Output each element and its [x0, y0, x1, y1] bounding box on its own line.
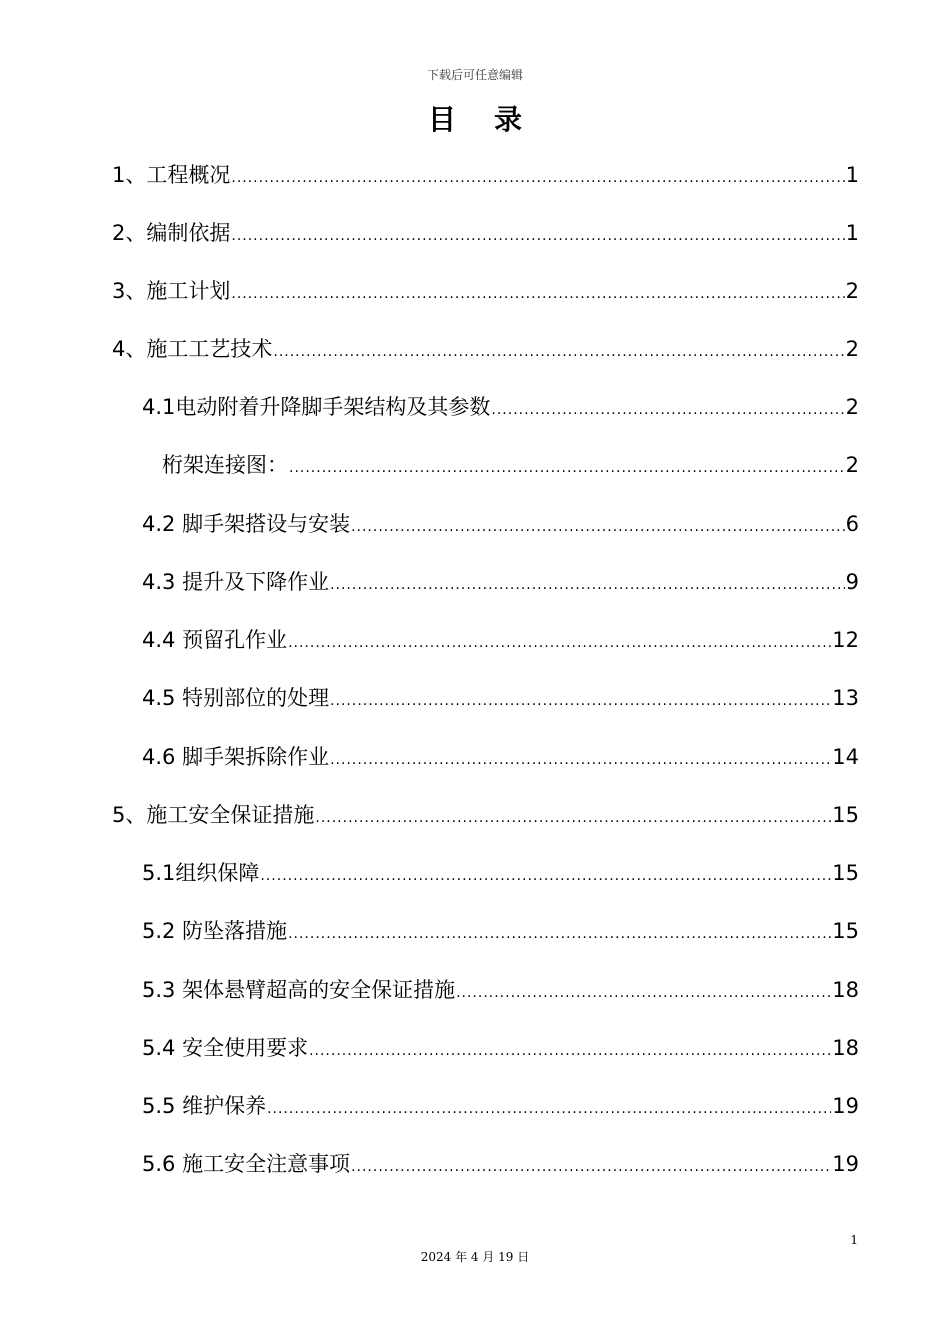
toc-entry-page: 2: [845, 395, 859, 419]
toc-leader: [260, 859, 831, 893]
toc-entry-label: 5.2 防坠落措施: [142, 919, 288, 943]
footer-date: 2024 年 4 月 19 日: [420, 1250, 530, 1264]
toc-entry-label: 4.3 提升及下降作业: [142, 570, 330, 594]
toc-entry-4-2[interactable]: [142, 507, 859, 541]
toc-leader: [288, 626, 831, 660]
toc-entry-page: 9: [845, 570, 859, 594]
toc-entry-5-4[interactable]: [142, 1031, 859, 1065]
toc-leader: [315, 801, 831, 835]
toc-entry-page: 18: [832, 1036, 859, 1060]
toc-entry-label: 2、编制依据: [112, 221, 231, 245]
toc-leader: [267, 1092, 831, 1126]
toc-entry-label: 5.6 施工安全注意事项: [142, 1152, 351, 1176]
toc-entry-page: 1: [845, 163, 859, 187]
toc-leader: [491, 393, 844, 427]
toc-entry-5-6[interactable]: [142, 1147, 859, 1181]
toc-entry-5-2[interactable]: [142, 914, 859, 948]
toc-leader: [289, 451, 845, 485]
toc-leader: [351, 1150, 831, 1184]
toc-entry-4-4[interactable]: [142, 623, 859, 657]
toc-leader: [309, 1034, 831, 1068]
toc-entry-page: 12: [832, 628, 859, 652]
toc-entry-page: 2: [845, 279, 859, 303]
toc-leader: [456, 976, 831, 1010]
toc-entry-page: 1: [845, 221, 859, 245]
toc-leader: [231, 161, 844, 195]
toc-entry-truss[interactable]: [162, 448, 859, 482]
toc-entry-label: 4.6 脚手架拆除作业: [142, 745, 330, 769]
page-number: 1: [850, 1233, 858, 1247]
toc-leader: [288, 917, 831, 951]
toc-entry-4-1[interactable]: [142, 390, 859, 424]
toc-entry-5-3[interactable]: [142, 973, 859, 1007]
toc-entry-page: 15: [832, 803, 859, 827]
toc-entry-5[interactable]: [112, 798, 859, 832]
toc-entry-4-6[interactable]: [142, 740, 859, 774]
toc-entry-1[interactable]: [112, 158, 859, 192]
toc-leader: [330, 743, 831, 777]
toc-leader: [231, 277, 844, 311]
toc-entry-page: 14: [832, 745, 859, 769]
toc-entry-page: 19: [832, 1152, 859, 1176]
toc-entry-2[interactable]: [112, 216, 859, 250]
toc-entry-label: 4、施工工艺技术: [112, 337, 273, 361]
toc-entry-4-5[interactable]: [142, 681, 859, 715]
toc-entry-label: 5.3 架体悬臂超高的安全保证措施: [142, 978, 456, 1002]
toc-entry-label: 5.5 维护保养: [142, 1094, 267, 1118]
toc-entry-page: 15: [832, 861, 859, 885]
toc-leader: [231, 219, 844, 253]
toc-entry-page: 15: [832, 919, 859, 943]
toc-leader: [351, 510, 845, 544]
toc-entry-label: 1、工程概况: [112, 163, 231, 187]
header-note: 下载后可任意编辑: [426, 68, 523, 82]
toc-entry-page: 6: [845, 512, 859, 536]
toc-entry-label: 5.4 安全使用要求: [142, 1036, 309, 1060]
toc-entry-page: 13: [832, 686, 859, 710]
toc-entry-label: 4.4 预留孔作业: [142, 628, 288, 652]
toc-entry-label: 4.2 脚手架搭设与安装: [142, 512, 351, 536]
toc-entry-label: 桁架连接图：: [162, 453, 288, 477]
toc-title: 目录: [427, 103, 560, 136]
toc-entry-5-1[interactable]: [142, 856, 859, 890]
toc-entry-label: 3、施工计划: [112, 279, 231, 303]
toc-entry-page: 18: [832, 978, 859, 1002]
toc-entry-4[interactable]: [112, 332, 859, 366]
toc-leader: [330, 684, 831, 718]
toc-leader: [273, 335, 844, 369]
toc-entry-label: 5.1组织保障: [142, 861, 260, 885]
toc-entry-label: 5、施工安全保证措施: [112, 803, 315, 827]
toc-entry-label: 4.1电动附着升降脚手架结构及其参数: [142, 395, 491, 419]
toc-entry-4-3[interactable]: [142, 565, 859, 599]
toc-entry-label: 4.5 特别部位的处理: [142, 686, 330, 710]
toc-entry-3[interactable]: [112, 274, 859, 308]
toc-entry-5-5[interactable]: [142, 1089, 859, 1123]
toc-entry-page: 19: [832, 1094, 859, 1118]
toc-leader: [330, 568, 845, 602]
toc-entry-page: 2: [845, 337, 859, 361]
toc-entry-page: 2: [845, 453, 859, 477]
